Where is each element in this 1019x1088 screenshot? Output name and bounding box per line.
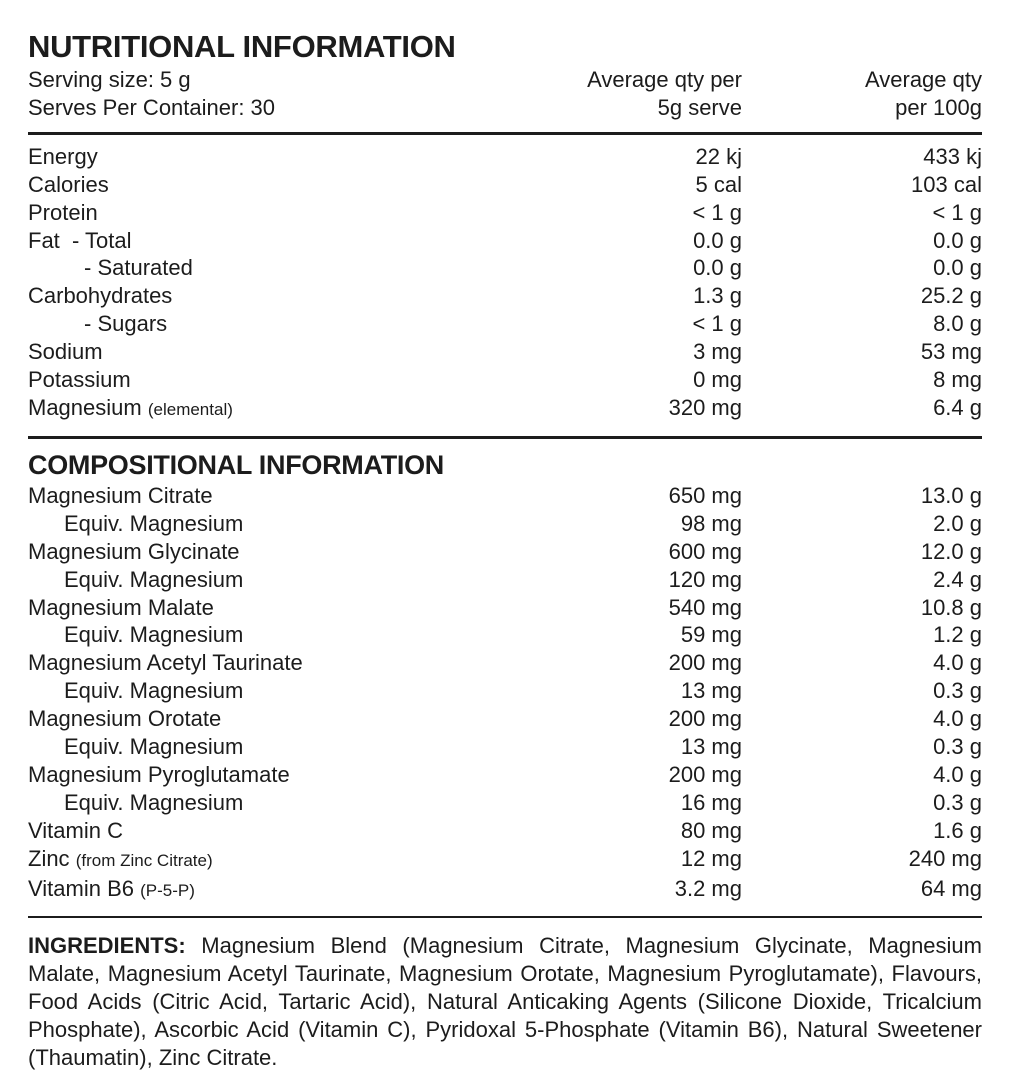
compound-label: Equiv. Magnesium (64, 622, 244, 648)
nutrient-label: Magnesium (28, 394, 142, 420)
nutrition-row-fat-total (28, 227, 982, 255)
nutrient-label: Calories (28, 171, 109, 197)
per-100g-value: 13.0 g (920, 482, 982, 508)
composition-row (28, 510, 982, 538)
per-100g-value: < 1 g (932, 199, 982, 225)
col-header-serve-line2: 5g serve (657, 94, 742, 120)
composition-row (28, 789, 982, 817)
per-serve-value: < 1 g (692, 199, 742, 225)
compound-label: Magnesium Orotate (28, 706, 222, 732)
per-serve-value: 1.3 g (693, 283, 742, 309)
per-100g-value: 2.0 g (933, 510, 982, 536)
composition-row (28, 677, 982, 705)
per-100g-value: 8.0 g (933, 311, 982, 337)
compound-label: Magnesium Glycinate (28, 538, 240, 564)
nutrition-row-sodium (28, 338, 982, 366)
composition-row (28, 761, 982, 789)
per-serve-value: 200 mg (668, 650, 742, 676)
ingredients-paragraph (28, 932, 982, 1072)
per-serve-value: 650 mg (668, 482, 742, 508)
nutrient-label: Energy (28, 143, 98, 169)
per-serve-value: 13 mg (680, 734, 742, 760)
nutrition-row-calories (28, 171, 982, 199)
per-serve-value: 59 mg (680, 622, 742, 648)
per-100g-value: 64 mg (920, 875, 982, 901)
nutrition-row-potassium (28, 366, 982, 394)
compound-label: Vitamin B6 (28, 875, 134, 901)
serving-header-row-2 (28, 94, 982, 122)
compound-note: (from Zinc Citrate) (75, 850, 213, 870)
nutrient-label: Carbohydrates (28, 283, 173, 309)
per-serve-value: 16 mg (680, 789, 742, 815)
per-serve-value: 0.0 g (693, 255, 742, 281)
nutrition-table (28, 143, 982, 424)
composition-row (28, 845, 982, 875)
divider (28, 916, 982, 918)
per-serve-value: 12 mg (680, 845, 742, 871)
composition-row (28, 621, 982, 649)
per-100g-value: 0.3 g (933, 734, 982, 760)
compound-label: Vitamin C (28, 817, 123, 843)
per-100g-value: 1.6 g (933, 817, 982, 843)
nutrition-title: NUTRITIONAL INFORMATION (28, 29, 456, 64)
per-100g-value: 0.3 g (933, 678, 982, 704)
per-serve-value: 200 mg (668, 706, 742, 732)
per-serve-value: < 1 g (692, 311, 742, 337)
compound-label: Equiv. Magnesium (64, 566, 244, 592)
compound-label: Zinc (28, 845, 70, 871)
composition-title: COMPOSITIONAL INFORMATION (28, 449, 444, 480)
compound-label: Equiv. Magnesium (64, 678, 244, 704)
per-serve-value: 600 mg (668, 538, 742, 564)
per-serve-value: 120 mg (668, 566, 742, 592)
per-100g-value: 4.0 g (933, 761, 982, 787)
divider (28, 436, 982, 439)
col-header-serve-line1: Average qty per (587, 67, 742, 92)
serving-header (28, 66, 982, 122)
nutrition-row-fat-saturated (28, 254, 982, 282)
per-100g-value: 1.2 g (933, 622, 982, 648)
ingredients-text: Magnesium Blend (Magnesium Citrate, Magnesium Glycinate, Magnesium Malate, Magnesium Acetyl Taurinate, Magnesium Orotate, Magnesium Pyroglutamate), Flavours, Food Acids (Citric Acid, Tartaric Acid), Natural Anticaking Agents (Silicone Dioxide, Tricalcium Phosphate), Ascorbic Acid (Vitamin C), Pyridoxal 5-Phosphate (Vitamin B6), Natural Sweetener (Thaumatin), Zinc Citrate. (28, 933, 982, 1071)
per-100g-value: 12.0 g (920, 538, 982, 564)
per-100g-value: 6.4 g (933, 394, 982, 420)
serving-header-row-1 (28, 66, 982, 94)
composition-row (28, 705, 982, 733)
per-100g-value: 0.0 g (933, 227, 982, 253)
composition-row (28, 594, 982, 622)
per-100g-value: 25.2 g (920, 283, 982, 309)
per-serve-value: 540 mg (668, 594, 742, 620)
per-100g-value: 2.4 g (933, 566, 982, 592)
per-100g-value: 53 mg (920, 339, 982, 365)
per-serve-value: 98 mg (680, 510, 742, 536)
compound-label: Magnesium Pyroglutamate (28, 761, 290, 787)
compound-label-group (28, 875, 542, 905)
nutrient-label: - Saturated (84, 255, 193, 281)
ingredients-heading: INGREDIENTS: (28, 933, 186, 959)
nutrition-label-panel (28, 28, 982, 1072)
compound-label: Magnesium Citrate (28, 482, 213, 508)
composition-row (28, 566, 982, 594)
nutrient-label: Potassium (28, 367, 131, 393)
per-100g-value: 240 mg (908, 845, 982, 871)
per-100g-value: 103 cal (911, 171, 982, 197)
composition-row (28, 649, 982, 677)
nutrient-note: (elemental) (147, 399, 233, 419)
per-100g-value: 433 kj (923, 143, 982, 169)
per-serve-value: 320 mg (668, 394, 742, 420)
per-100g-value: 8 mg (933, 367, 982, 393)
nutrition-row-protein (28, 199, 982, 227)
compound-label: Equiv. Magnesium (64, 510, 244, 536)
per-100g-value: 4.0 g (933, 650, 982, 676)
per-100g-value: 0.0 g (933, 255, 982, 281)
per-serve-value: 0.0 g (693, 227, 742, 253)
nutrition-row-carbohydrates (28, 282, 982, 310)
per-serve-value: 3 mg (693, 339, 742, 365)
per-100g-value: 0.3 g (933, 789, 982, 815)
per-serve-value: 5 cal (695, 171, 742, 197)
divider (28, 132, 982, 135)
compound-label: Magnesium Acetyl Taurinate (28, 650, 303, 676)
nutrition-row-magnesium (28, 394, 982, 424)
nutrition-row-sugars (28, 310, 982, 338)
composition-row (28, 538, 982, 566)
nutrient-label: Fat - Total (28, 227, 132, 253)
serves-per-container: Serves Per Container: 30 (28, 94, 276, 120)
per-serve-value: 13 mg (680, 678, 742, 704)
compound-note: (P-5-P) (140, 880, 195, 900)
composition-table (28, 482, 982, 905)
per-100g-value: 4.0 g (933, 706, 982, 732)
compound-label: Equiv. Magnesium (64, 734, 244, 760)
col-header-100g-line1: Average qty (864, 67, 982, 92)
nutrient-label: - Sugars (84, 311, 168, 337)
serving-size: Serving size: 5 g (28, 67, 191, 92)
nutrient-label: Sodium (28, 339, 103, 365)
per-serve-value: 200 mg (668, 761, 742, 787)
nutrition-row-energy (28, 143, 982, 171)
per-serve-value: 80 mg (680, 817, 742, 843)
composition-row (28, 817, 982, 845)
nutrient-label-group (28, 394, 542, 424)
per-serve-value: 0 mg (693, 367, 742, 393)
nutrient-label: Protein (28, 199, 98, 225)
compound-label-group (28, 845, 542, 875)
per-serve-value: 22 kj (695, 143, 742, 169)
compound-label: Equiv. Magnesium (64, 789, 244, 815)
composition-row (28, 482, 982, 510)
composition-row (28, 875, 982, 905)
composition-row (28, 733, 982, 761)
per-serve-value: 3.2 mg (674, 875, 742, 901)
col-header-100g-line2: per 100g (895, 94, 982, 120)
compound-label: Magnesium Malate (28, 594, 214, 620)
per-100g-value: 10.8 g (920, 594, 982, 620)
